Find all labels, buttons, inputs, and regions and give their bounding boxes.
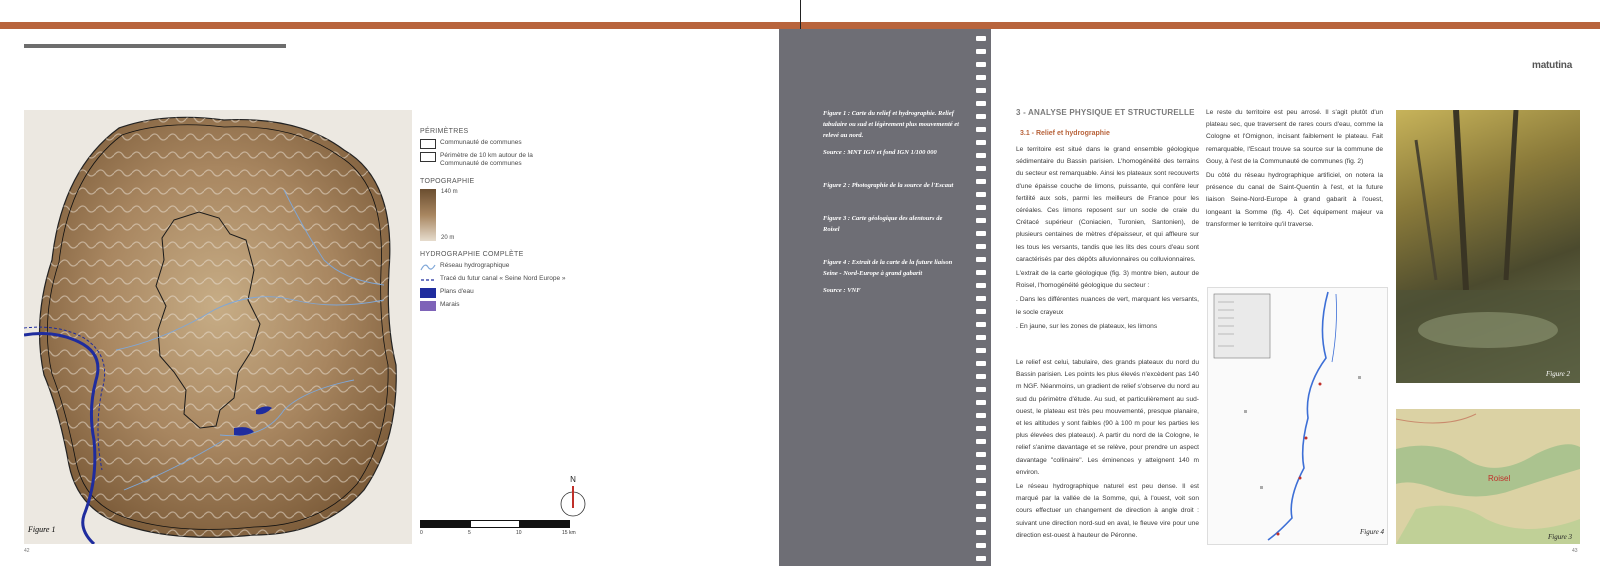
body-column-1-top xyxy=(1016,144,1199,335)
perforation xyxy=(976,400,986,405)
perforation xyxy=(976,413,986,418)
perforation xyxy=(976,166,986,171)
legend-item-label: Marais xyxy=(440,301,460,308)
perforation xyxy=(976,283,986,288)
north-label: N xyxy=(570,475,576,484)
canal-route-line xyxy=(1268,292,1328,540)
perforation xyxy=(976,153,986,158)
legend-item-river xyxy=(420,262,570,272)
paragraph: . Dans les différentes nuances de vert, marquant les versants, le socle crayeux xyxy=(1016,296,1199,316)
caption-text: Figure 4 : Extrait de la carte de la future liaison Seine - Nord-Europe à grand gabarit xyxy=(823,259,953,277)
river-line-icon xyxy=(420,262,436,272)
perforation xyxy=(976,556,986,561)
section-subtitle: 3.1 - Relief et hydrographie xyxy=(1020,130,1110,137)
perforation xyxy=(976,179,986,184)
perforation xyxy=(976,361,986,366)
legend-topography xyxy=(420,189,570,241)
body-column-2 xyxy=(1206,107,1383,233)
scale-segment xyxy=(420,520,470,528)
perforation xyxy=(976,348,986,353)
escaut-source-photo xyxy=(1396,110,1580,383)
canal-route-svg xyxy=(1208,288,1387,544)
roisel-label: Roisel xyxy=(1488,474,1511,483)
perforation xyxy=(976,218,986,223)
perforation xyxy=(976,296,986,301)
paragraph: Le réseau hydrographique naturel est peu dense. Il est marqué par la vallée de la Somme, qui, à l'ouest, voit son cours effectuer un changement de direction à angle droit : suivant une direction nord-sud en aval, le fleuve vire pour une direction est-ouest à hauteur de Péronne. xyxy=(1016,483,1199,539)
figure-captions xyxy=(823,108,959,318)
legend-item-buffer xyxy=(420,152,570,168)
perforation xyxy=(976,36,986,41)
legend-hydro-title: HYDROGRAPHIE COMPLÈTE xyxy=(420,251,524,258)
legend-topography-title: TOPOGRAPHIE xyxy=(420,178,475,185)
caption-source: Source : VNF xyxy=(823,287,861,294)
perforation xyxy=(976,62,986,67)
perforation xyxy=(976,335,986,340)
caption-source: Source : MNT IGN et fond IGN 1/100 000 xyxy=(823,149,937,156)
paragraph: Du côté du réseau hydrographique artificiel, on notera la présence du canal de Saint-Quentin à l'est, et la future liaison Seine-Nord-Europe à grand gabarit à l'ouest, longeant la Somme (fig. 4). Cet équipement majeur va transformer le territoire qu'il traverse. xyxy=(1206,172,1383,228)
geological-map-photo xyxy=(1396,409,1580,544)
perforation xyxy=(976,49,986,54)
brand-logo: matutina xyxy=(1532,60,1573,71)
perforation xyxy=(976,387,986,392)
caption-figure-3 xyxy=(823,213,959,235)
compass-icon xyxy=(558,474,588,520)
paragraph: Le relief est celui, tabulaire, des grands plateaux du nord du Bassin parisien. Les points les plus élevés n'excèdent pas 140 m NGF. Néanmoins, un gradient de relief s'observe du nord au sud du périmètre d'étude. Au sud, et particulièrement au sud-ouest, le plateau est très peu mouvementé, presque planaire, et les altitudes y sont faibles (90 à 100 m pour les parties les plus élevées des plateaux). A partir du nord de la Cologne, le relief s'anime davantage et se relève, pour prendre un aspect davantage "collinaire". Les éminences y atteignent 140 m environ. xyxy=(1016,359,1199,476)
scale-bar xyxy=(420,520,580,544)
perforation xyxy=(976,244,986,249)
caption-text: Figure 2 : Photographie de la source de l'Escaut xyxy=(823,182,954,189)
perforation xyxy=(976,504,986,509)
legend-item-label: Communauté de communes xyxy=(440,139,522,146)
perforation xyxy=(976,478,986,483)
perforation xyxy=(976,192,986,197)
caption-figure-4 xyxy=(823,257,959,296)
perforation xyxy=(976,530,986,535)
scale-segment xyxy=(520,520,570,528)
north-arrow xyxy=(558,474,588,520)
perforation xyxy=(976,491,986,496)
perforation xyxy=(976,101,986,106)
perforation xyxy=(976,322,986,327)
fig3-label: Figure 3 xyxy=(1548,533,1573,541)
legend-perimeters-title: PÉRIMÈTRES xyxy=(420,128,469,135)
caption-figure-1 xyxy=(823,108,959,158)
header-rule xyxy=(24,44,286,48)
buffer-swatch xyxy=(420,152,436,162)
legend-item-label: Plans d'eau xyxy=(440,288,474,295)
relief-map-svg xyxy=(24,110,412,544)
scale-segment xyxy=(470,520,520,528)
perforation xyxy=(976,309,986,314)
perforation xyxy=(976,257,986,262)
scale-label: 0 xyxy=(420,530,423,536)
perforation xyxy=(976,88,986,93)
perforation xyxy=(976,127,986,132)
paragraph: Le reste du territoire est peu arrosé. Il s'agit plutôt d'un plateau sec, que traversent de rares cours d'eau, comme la Cologne et l'Omignon, incisant faiblement le plateau. Fait remarquable, l'Escaut trouve sa source sur la commune de Gouy, à l'est de la Communauté de communes (fig. 2) xyxy=(1206,109,1383,165)
canal-route-map xyxy=(1207,287,1388,545)
perforation xyxy=(976,270,986,275)
fig4-label: Figure 4 xyxy=(1360,528,1385,536)
legend-item-marsh xyxy=(420,301,570,311)
community-swatch xyxy=(420,139,436,149)
section-title: 3 - ANALYSE PHYSIQUE ET STRUCTURELLE xyxy=(1016,108,1195,117)
map-figure-label: Figure 1 xyxy=(28,525,56,534)
body-column-1-bottom xyxy=(1016,357,1199,544)
legend-item-water xyxy=(420,288,570,298)
caption-text: Figure 1 : Carte du relief et hydrographie. Relief tabulaire ou sud et légèrement plus mouvementé et relevé au nord. xyxy=(823,110,959,139)
perforation xyxy=(976,439,986,444)
fig2-label: Figure 2 xyxy=(1546,370,1571,378)
perforation xyxy=(976,465,986,470)
paragraph: L'extrait de la carte géologique (fig. 3) montre bien, autour de Roisel, l'homogénéité géologique du secteur : xyxy=(1016,270,1199,290)
water-swatch xyxy=(420,288,436,298)
scale-label: 10 xyxy=(516,530,522,536)
perforation xyxy=(976,543,986,548)
caption-figure-2 xyxy=(823,180,959,191)
perforation xyxy=(976,452,986,457)
map-legend xyxy=(420,128,570,314)
scale-label: 5 xyxy=(468,530,471,536)
scale-label: 15 km xyxy=(562,530,576,536)
legend-item-community xyxy=(420,139,570,149)
perforation xyxy=(976,231,986,236)
topo-max-label: 140 m xyxy=(441,189,458,195)
marsh-swatch xyxy=(420,301,436,311)
paragraph: Le territoire est situé dans le grand ensemble géologique sédimentaire du Bassin parisien. L'homogénéité des terrains du secteur est remarquable. Ainsi les plateaux sont recouverts d'une épaisse couche de limons, puissante, qui confère leur fertilité aux sols, parmi les meilleurs de France pour les céréales. Ces limons reposent sur un socle de craie du Crétacé supérieur (Coniacien, Turonien, Santonien), de plusieurs centaines de mètres d'épaisseur, et qui affleure sur les tous les versants, tandis que les lits des cours d'eau sont caractérisés par des dépôts alluvionnaires ou colluvionnaires. xyxy=(1016,146,1199,263)
perforation xyxy=(976,75,986,80)
canal-line-icon xyxy=(420,275,436,285)
perforation xyxy=(976,140,986,145)
page-number-right: 43 xyxy=(1572,548,1578,554)
topo-min-label: 20 m xyxy=(441,235,455,241)
perforation xyxy=(976,517,986,522)
legend-item-label: Réseau hydrographique xyxy=(440,262,510,269)
photo-trees-svg xyxy=(1396,110,1580,383)
legend-item-label: Périmètre de 10 km autour de la Communauté de communes xyxy=(440,152,533,167)
legend-item-label: Tracé du futur canal « Seine Nord Europe » xyxy=(440,275,566,282)
topography-gradient xyxy=(420,189,436,241)
geology-svg xyxy=(1396,409,1580,544)
perforation xyxy=(976,114,986,119)
perforation xyxy=(976,426,986,431)
relief-map xyxy=(24,110,412,544)
paragraph: . En jaune, sur les zones de plateaux, les limons xyxy=(1016,322,1158,330)
perforation xyxy=(976,205,986,210)
caption-text: Figure 3 : Carte géologique des alentours de Roisel xyxy=(823,215,943,233)
legend-item-canal xyxy=(420,275,570,285)
perforation xyxy=(976,374,986,379)
page-number-left: 42 xyxy=(24,548,30,554)
